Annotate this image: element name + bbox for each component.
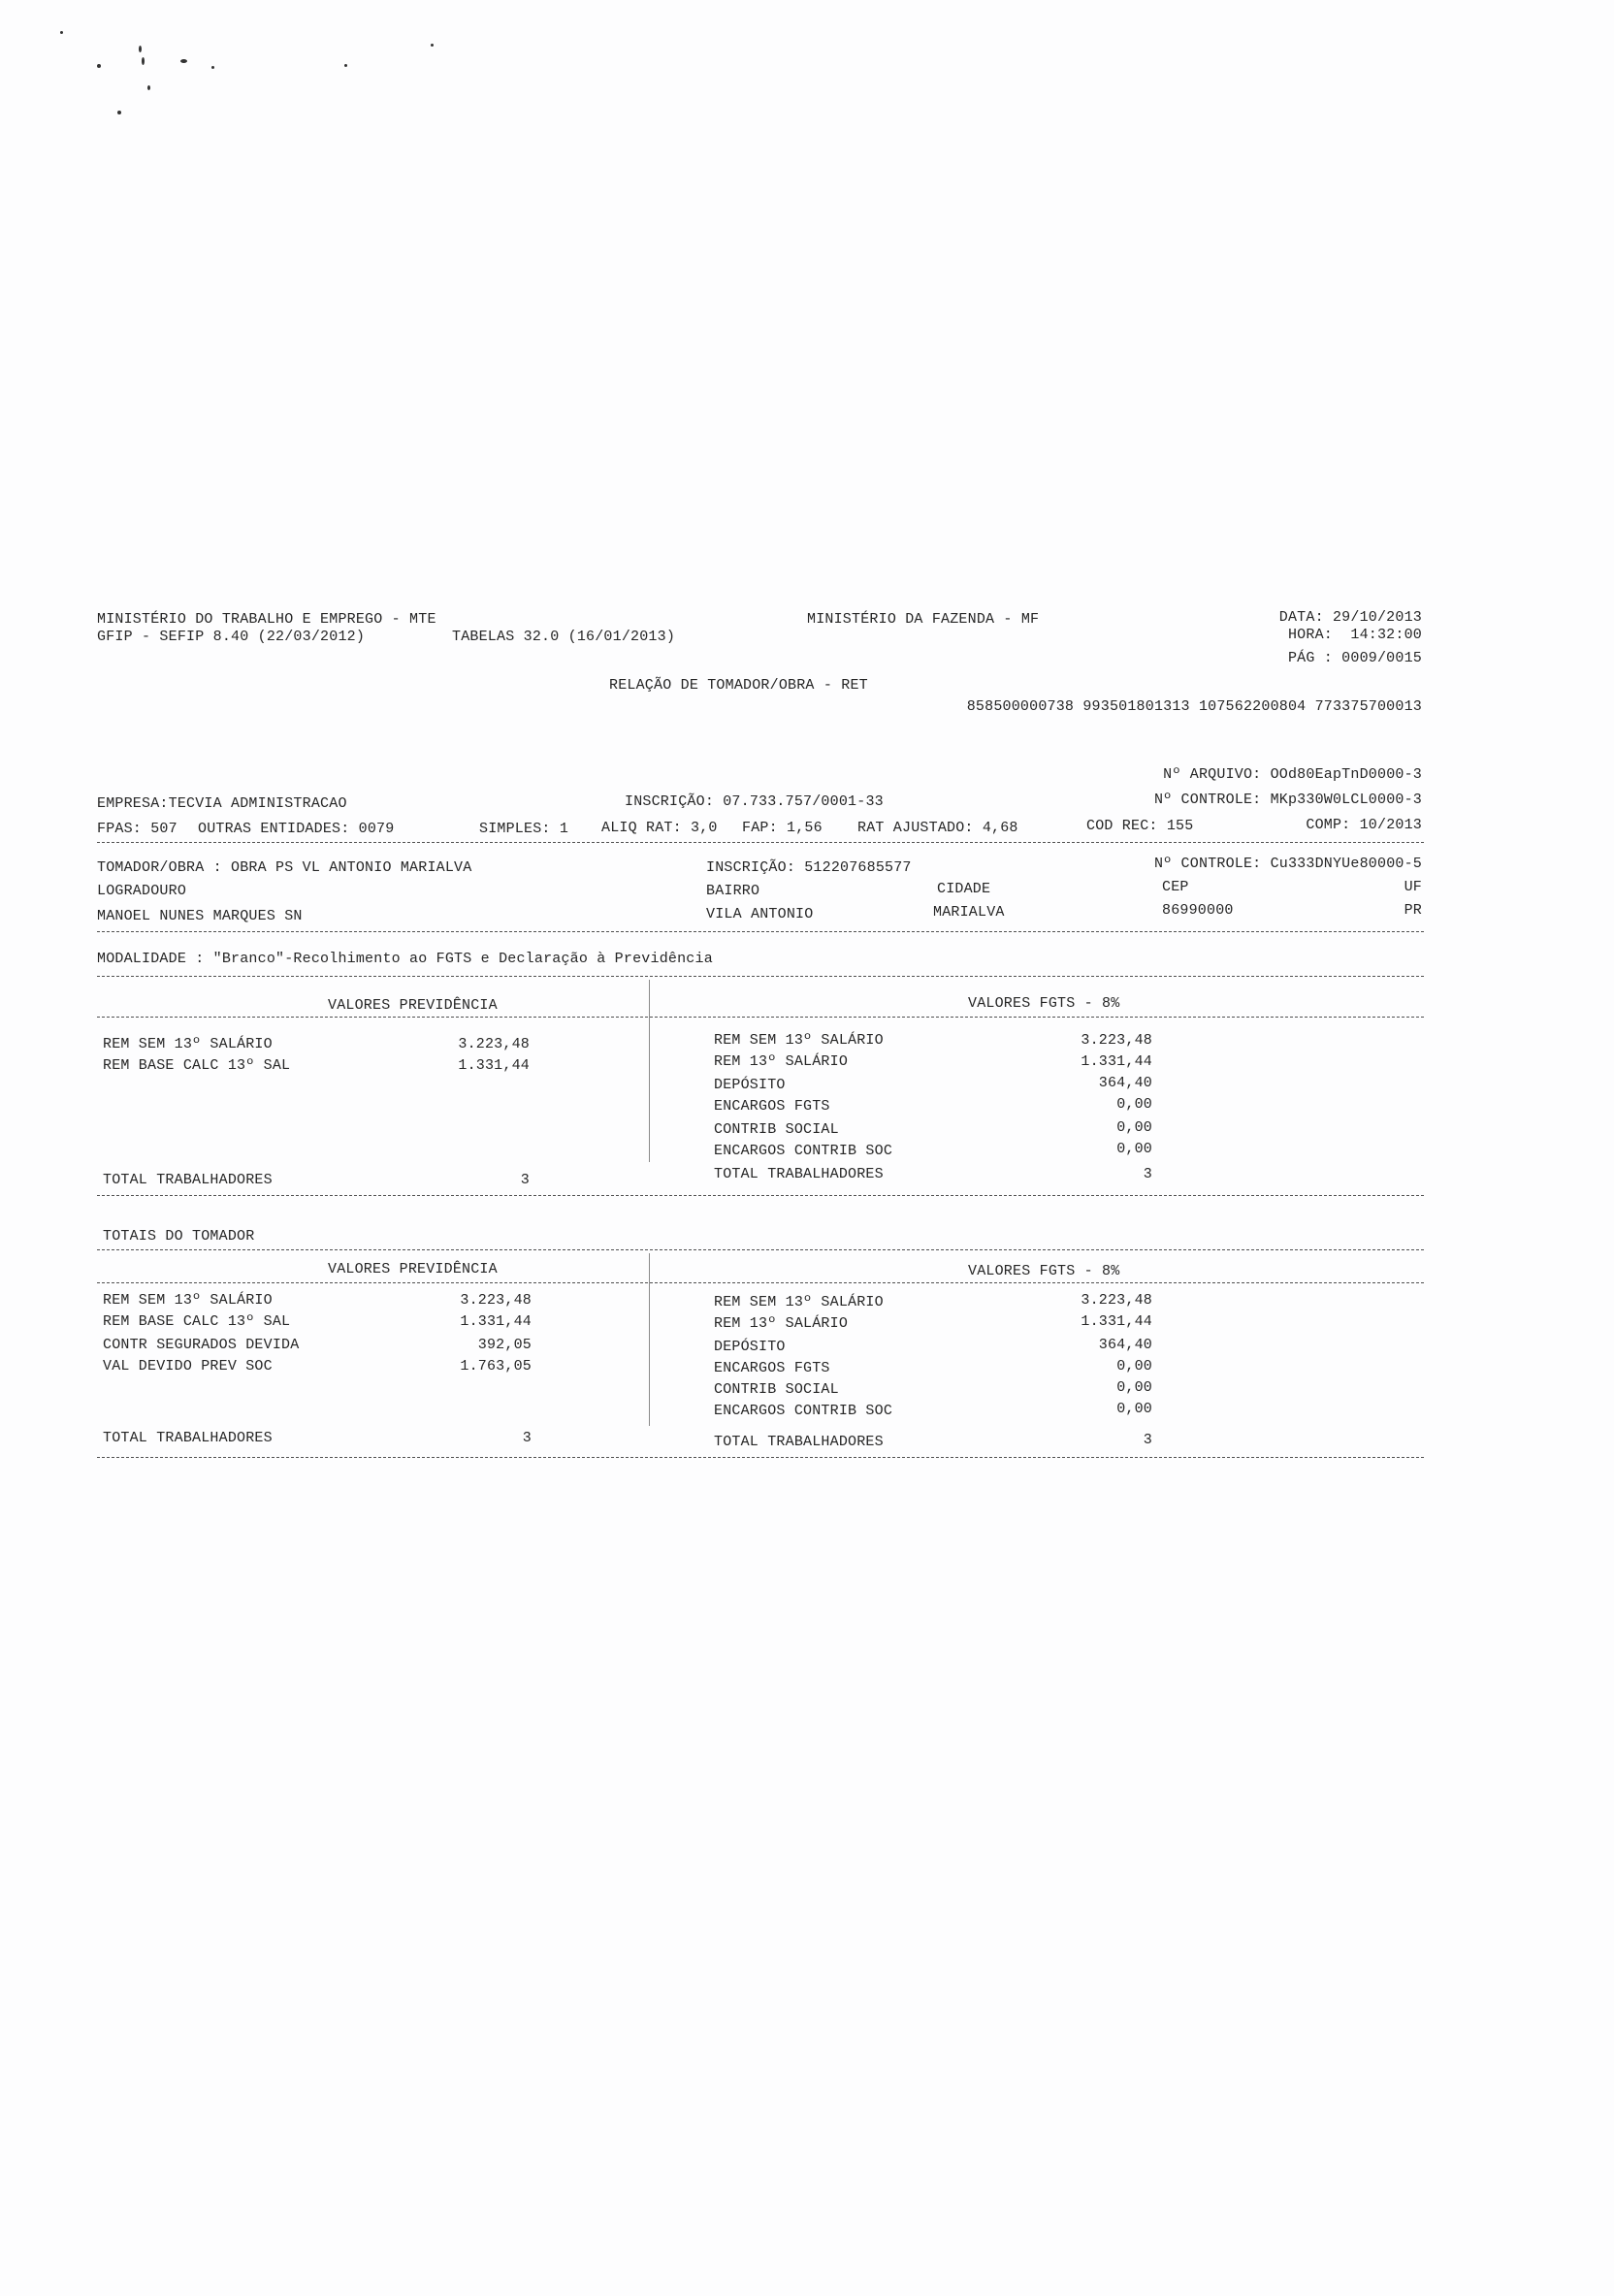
cidade-value: MARIALVA: [933, 904, 1005, 921]
tables-version: TABELAS 32.0 (16/01/2013): [452, 629, 676, 645]
tomador-inscricao: INSCRIÇÃO: 512207685577: [706, 859, 912, 876]
fgts-row-label: REM SEM 13º SALÁRIO: [714, 1294, 884, 1310]
prev-row-label: REM SEM 13º SALÁRIO: [103, 1036, 273, 1052]
fgts-row-value: 1.331,44: [1081, 1313, 1152, 1330]
fgts-row-value: 0,00: [1116, 1141, 1152, 1157]
fgts-row-value: 3.223,48: [1081, 1292, 1152, 1309]
tomador-control-number: Nº CONTROLE: Cu333DNYUe80000-5: [1153, 856, 1422, 872]
separator: [97, 1017, 1424, 1018]
uf-label: UF: [1404, 879, 1422, 895]
total-workers-label: TOTAL TRABALHADORES: [714, 1434, 884, 1450]
prev-row-value: 1.331,44: [458, 1057, 530, 1074]
file-number: Nº ARQUIVO: OOd80EapTnD0000-3: [1163, 766, 1422, 783]
cep-label: CEP: [1162, 879, 1189, 895]
fgts-row-value: 0,00: [1116, 1358, 1152, 1374]
company-name: EMPRESA:TECVIA ADMINISTRACAO: [97, 795, 347, 812]
company-control-number: Nº CONTROLE: MKp330W0LCL0000-3: [1153, 792, 1422, 808]
simples: SIMPLES: 1: [479, 821, 569, 837]
total-workers-prev: 3: [520, 1172, 530, 1188]
separator: [97, 842, 1424, 843]
report-time: HORA: 14:32:00: [1287, 627, 1422, 643]
prev-row-label: VAL DEVIDO PREV SOC: [103, 1358, 273, 1374]
scan-speck: [431, 44, 434, 47]
gfip-version: GFIP - SEFIP 8.40 (22/03/2012): [97, 629, 366, 645]
fgts-row-value: 3.223,48: [1081, 1032, 1152, 1049]
total-workers-prev: 3: [522, 1430, 532, 1446]
fgts-title: VALORES FGTS - 8%: [968, 1263, 1120, 1279]
prev-row-value: 3.223,48: [458, 1036, 530, 1052]
report-date: DATA: 29/10/2013: [1278, 609, 1422, 626]
fgts-row-label: REM 13º SALÁRIO: [714, 1053, 849, 1070]
prev-row-value: 392,05: [477, 1337, 532, 1353]
barcode-digits: 858500000738 993501801313 107562200804 773375700013: [966, 698, 1422, 715]
tomador-obra: TOMADOR/OBRA : OBRA PS VL ANTONIO MARIALVA: [97, 859, 472, 876]
total-workers-fgts: 3: [1143, 1432, 1152, 1448]
scan-speck: [139, 46, 142, 52]
fgts-row-value: 364,40: [1098, 1337, 1152, 1353]
prev-row-label: REM SEM 13º SALÁRIO: [103, 1292, 273, 1309]
prev-row-label: REM BASE CALC 13º SAL: [103, 1313, 291, 1330]
total-workers-label: TOTAL TRABALHADORES: [103, 1430, 273, 1446]
fgts-row-label: REM 13º SALÁRIO: [714, 1315, 849, 1332]
fgts-row-label: ENCARGOS FGTS: [714, 1098, 830, 1115]
uf-value: PR: [1404, 902, 1422, 919]
fgts-row-label: DEPÓSITO: [714, 1339, 786, 1355]
prev-row-value: 3.223,48: [460, 1292, 532, 1309]
fgts-row-label: REM SEM 13º SALÁRIO: [714, 1032, 884, 1049]
report-title: RELAÇÃO DE TOMADOR/OBRA - RET: [609, 677, 868, 694]
cod-rec: COD REC: 155: [1086, 818, 1194, 834]
total-workers-label: TOTAL TRABALHADORES: [714, 1166, 884, 1182]
bairro-value: VILA ANTONIO: [706, 906, 814, 922]
company-inscricao: INSCRIÇÃO: 07.733.757/0001-33: [625, 793, 884, 810]
logradouro-value: MANOEL NUNES MARQUES SN: [97, 908, 303, 924]
scan-speck: [147, 85, 150, 90]
prev-row-value: 1.763,05: [460, 1358, 532, 1374]
prev-title: VALORES PREVIDÊNCIA: [328, 1261, 498, 1277]
fgts-title: VALORES FGTS - 8%: [968, 995, 1120, 1012]
totais-tomador-title: TOTAIS DO TOMADOR: [103, 1228, 255, 1245]
bairro-label: BAIRRO: [706, 883, 760, 899]
page-number: PÁG : 0009/0015: [1287, 650, 1422, 666]
ministry-labor: MINISTÉRIO DO TRABALHO E EMPREGO - MTE: [97, 611, 436, 628]
scan-speck: [97, 64, 101, 68]
fgts-row-label: ENCARGOS FGTS: [714, 1360, 830, 1376]
total-workers-label: TOTAL TRABALHADORES: [103, 1172, 273, 1188]
column-divider: [649, 980, 650, 1162]
fgts-row-label: CONTRIB SOCIAL: [714, 1381, 839, 1398]
separator: [97, 1282, 1424, 1283]
prev-row-value: 1.331,44: [460, 1313, 532, 1330]
outras-entidades: OUTRAS ENTIDADES: 0079: [198, 821, 395, 837]
fgts-row-value: 0,00: [1116, 1379, 1152, 1396]
fgts-row-value: 0,00: [1116, 1096, 1152, 1113]
separator: [97, 1249, 1424, 1250]
prev-title: VALORES PREVIDÊNCIA: [328, 997, 498, 1014]
cidade-label: CIDADE: [937, 881, 991, 897]
scan-speck: [142, 57, 145, 65]
separator: [97, 976, 1424, 977]
separator: [97, 931, 1424, 932]
rat-ajustado: RAT AJUSTADO: 4,68: [857, 820, 1018, 836]
column-divider: [649, 1253, 650, 1426]
fpas: FPAS: 507: [97, 821, 178, 837]
fgts-row-label: DEPÓSITO: [714, 1077, 786, 1093]
fgts-row-value: 364,40: [1098, 1075, 1152, 1091]
scan-speck: [180, 59, 187, 63]
fgts-row-label: ENCARGOS CONTRIB SOC: [714, 1403, 893, 1419]
aliq-rat: ALIQ RAT: 3,0: [601, 820, 718, 836]
scan-speck: [60, 31, 63, 34]
fgts-row-value: 0,00: [1116, 1401, 1152, 1417]
ministry-finance: MINISTÉRIO DA FAZENDA - MF: [807, 611, 1040, 628]
competencia: COMP: 10/2013: [1306, 817, 1422, 833]
scan-speck: [344, 64, 347, 67]
modalidade: MODALIDADE : "Branco"-Recolhimento ao FGTS e Declaração à Previdência: [97, 951, 713, 967]
scan-speck: [211, 66, 214, 69]
prev-row-label: CONTR SEGURADOS DEVIDA: [103, 1337, 300, 1353]
logradouro-label: LOGRADOURO: [97, 883, 187, 899]
fgts-row-label: ENCARGOS CONTRIB SOC: [714, 1143, 893, 1159]
total-workers-fgts: 3: [1143, 1166, 1152, 1182]
scan-speck: [117, 111, 121, 114]
separator: [97, 1195, 1424, 1196]
separator: [97, 1457, 1424, 1458]
fap: FAP: 1,56: [742, 820, 823, 836]
fgts-row-label: CONTRIB SOCIAL: [714, 1121, 839, 1138]
fgts-row-value: 1.331,44: [1081, 1053, 1152, 1070]
fgts-row-value: 0,00: [1116, 1119, 1152, 1136]
prev-row-label: REM BASE CALC 13º SAL: [103, 1057, 291, 1074]
cep-value: 86990000: [1162, 902, 1234, 919]
